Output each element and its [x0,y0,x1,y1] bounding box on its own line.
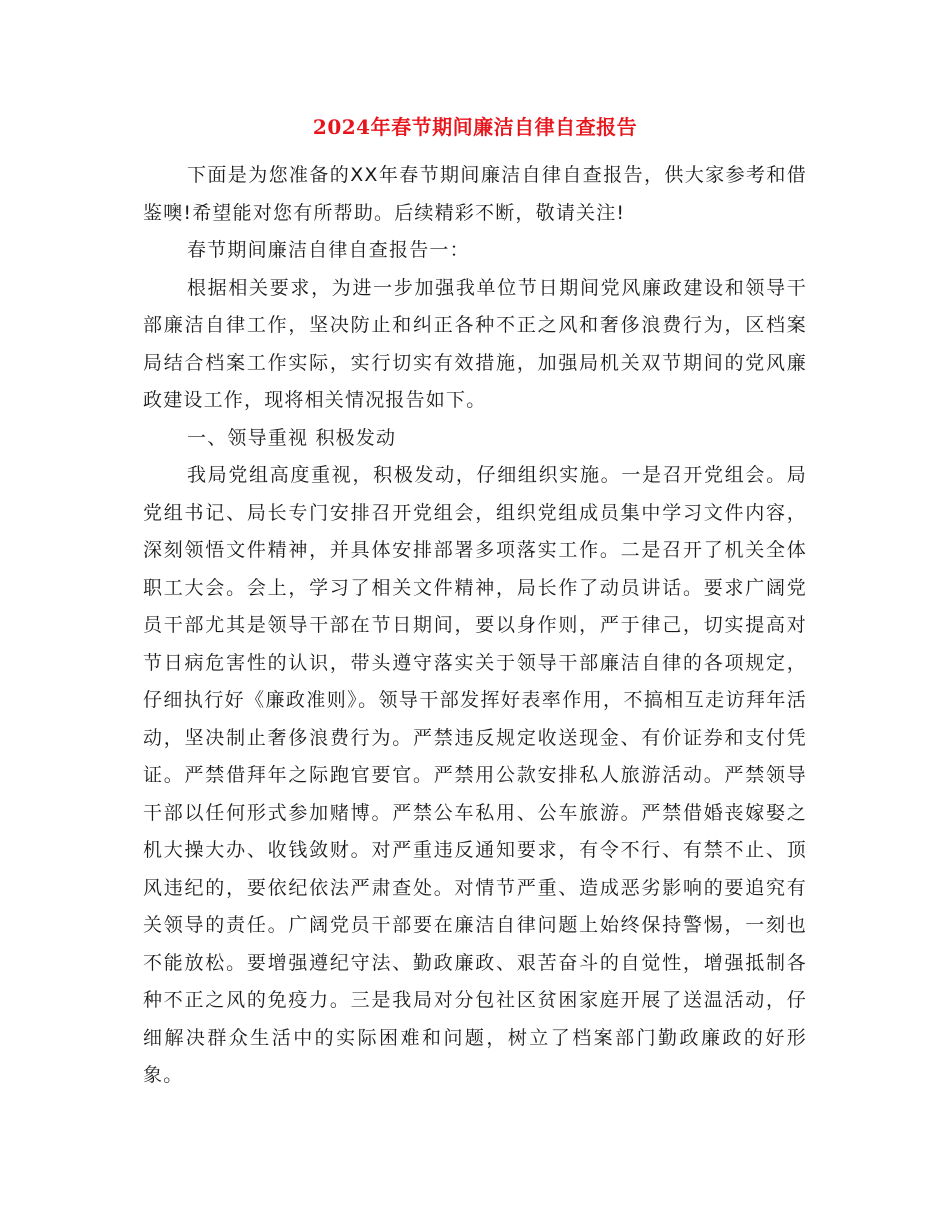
document-title: 2024年春节期间廉洁自律自查报告 [312,115,638,139]
intro-paragraph: 下面是为您准备的XX年春节期间廉洁自律自查报告，供大家参考和借鉴噢!希望能对您有所帮助。后续精彩不断，敬请关注! [143,164,807,224]
document-body [143,157,807,1095]
background-paragraph: 根据相关要求，为进一步加强我单位节日期间党风廉政建设和领导干部廉洁自律工作，坚决防止和纠正各种不正之风和奢侈浪费行为，区档案局结合档案工作实际，实行切实有效措施，加强局机关双节期间的党风廉政建设工作，现将相关情况报告如下。 [143,276,807,411]
section-heading: 一、领导重视 积极发动 [187,426,397,449]
report-subtitle: 春节期间廉洁自律自查报告一： [187,239,470,261]
section-body-paragraph: 我局党组高度重视，积极发动，仔细组织实施。一是召开党组会。局党组书记、局长专门安排召开党组会，组织党组成员集中学习文件内容，深刻领悟文件精神，并具体安排部署多项落实工作。二是召开了机关全体职工大会。会上，学习了相关文件精神，局长作了动员讲话。要求广阔党员干部尤其是领导干部在节日期间，要以身作则，严于律己，切实提高对节日病危害性的认识，带头遵守落实关于领导干部廉洁自律的各项规定，仔细执行好《廉政准则》。领导干部发挥好表率作用，不搞相互走访拜年活动，坚决制止奢侈浪费行为。严禁违反规定收送现金、有价证券和支付凭证。严禁借拜年之际跑官要官。严禁用公款安排私人旅游活动。严禁领导干部以任何形式参加赌博。严禁公车私用、公车旅游。严禁借婚丧嫁娶之机大操大办、收钱敛财。对严重违反通知要求，有令不行、有禁不止、顶风违纪的，要依纪依法严肃查处。对情节严重、造成恶劣影响的要追究有关领导的责任。广阔党员干部要在廉洁自律问题上始终保持警惕，一刻也不能放松。要增强遵纪守法、勤政廉政、艰苦奋斗的自觉性，增强抵制各种不正之风的免疫力。三是我局对分包社区贫困家庭开展了送温活动，仔细解决群众生活中的实际困难和问题，树立了档案部门勤政廉政的好形象。 [143,464,807,1086]
